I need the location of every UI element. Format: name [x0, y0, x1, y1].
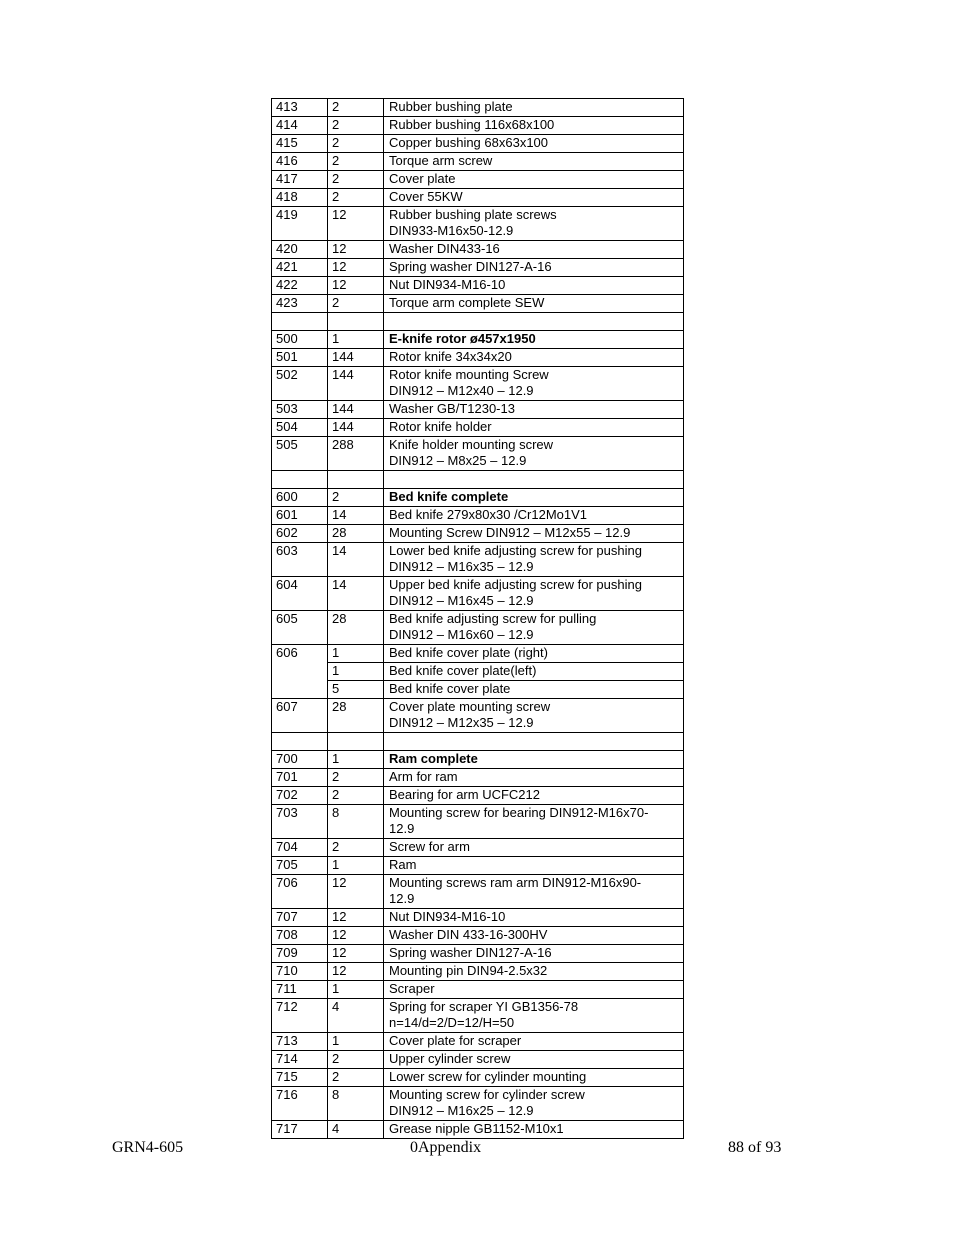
description-line: Washer GB/T1230-13: [389, 401, 515, 416]
description: [384, 525, 684, 543]
description-line: DIN912 – M12x35 – 12.9: [389, 715, 534, 730]
description-line: Cover plate: [389, 171, 456, 186]
table-row: [272, 999, 684, 1033]
description-line: Cover plate mounting screw: [389, 699, 551, 714]
item-number: 607: [272, 699, 328, 733]
item-number: 416: [272, 153, 328, 171]
description: [384, 117, 684, 135]
table-row: [272, 611, 684, 645]
footer-page-number: 88 of 93: [728, 1139, 782, 1156]
parts-table: [271, 98, 684, 1139]
quantity: 12: [328, 927, 384, 945]
description: [384, 577, 684, 611]
item-number: 418: [272, 189, 328, 207]
description: [384, 999, 684, 1033]
table-row: [272, 1069, 684, 1087]
description-line: Rotor knife mounting Screw: [389, 367, 549, 382]
table-row: [272, 189, 684, 207]
item-number: [272, 313, 328, 331]
table-row: [272, 769, 684, 787]
table-row: [272, 645, 684, 663]
footer-section: 0Appendix: [410, 1139, 482, 1156]
quantity: 5: [328, 681, 384, 699]
description-line: Copper bushing 68x63x100: [389, 135, 549, 150]
quantity: 2: [328, 171, 384, 189]
table-row: [272, 577, 684, 611]
quantity: 2: [328, 1051, 384, 1069]
table-row: [272, 681, 684, 699]
table-row: [272, 277, 684, 295]
description: [384, 839, 684, 857]
item-number: 503: [272, 401, 328, 419]
description: [384, 751, 684, 769]
table-row: [272, 927, 684, 945]
description-line: Washer DIN433-16: [389, 241, 500, 256]
quantity: 2: [328, 769, 384, 787]
quantity: 28: [328, 525, 384, 543]
quantity: 12: [328, 963, 384, 981]
description-line: Cover 55KW: [389, 189, 463, 204]
table-row: [272, 259, 684, 277]
table-row: [272, 733, 684, 751]
description-line: Mounting screws ram arm DIN912-M16x90-: [389, 875, 642, 890]
description: [384, 419, 684, 437]
description: [384, 1051, 684, 1069]
description: [384, 681, 684, 699]
description-line: Upper bed knife adjusting screw for pushing: [389, 577, 642, 592]
description: [384, 349, 684, 367]
item-number: 606: [272, 645, 328, 699]
description: [384, 699, 684, 733]
description: [384, 313, 684, 331]
description: [384, 507, 684, 525]
table-row: [272, 1121, 684, 1139]
description-line: Nut DIN934-M16-10: [389, 909, 506, 924]
description-line: Bed knife 279x80x30 /Cr12Mo1V1: [389, 507, 588, 522]
description-line: 12.9: [389, 821, 415, 836]
item-number: 505: [272, 437, 328, 471]
description: [384, 909, 684, 927]
table-row: [272, 857, 684, 875]
table-row: [272, 875, 684, 909]
table-row: [272, 313, 684, 331]
description-line: DIN933-M16x50-12.9: [389, 223, 514, 238]
description: [384, 857, 684, 875]
table-row: [272, 507, 684, 525]
item-number: [272, 733, 328, 751]
description: [384, 277, 684, 295]
description: [384, 927, 684, 945]
table-row: [272, 909, 684, 927]
parts-table-body: [272, 99, 684, 1139]
description-line: Arm for ram: [389, 769, 458, 784]
description-line: Cover plate for scraper: [389, 1033, 522, 1048]
quantity: [328, 313, 384, 331]
description-line: Nut DIN934-M16-10: [389, 277, 506, 292]
description: [384, 437, 684, 471]
item-number: 714: [272, 1051, 328, 1069]
quantity: 144: [328, 401, 384, 419]
table-row: [272, 401, 684, 419]
description-line: DIN912 – M12x40 – 12.9: [389, 383, 534, 398]
description: [384, 1121, 684, 1139]
description-line: Rubber bushing plate: [389, 99, 513, 114]
item-number: 602: [272, 525, 328, 543]
quantity: 2: [328, 117, 384, 135]
quantity: 2: [328, 787, 384, 805]
description-line: Grease nipple GB1152-M10x1: [389, 1121, 564, 1136]
description-line: Torque arm screw: [389, 153, 493, 168]
quantity: 1: [328, 751, 384, 769]
item-number: 501: [272, 349, 328, 367]
description: [384, 153, 684, 171]
item-number: 711: [272, 981, 328, 999]
description: [384, 367, 684, 401]
description-line: Mounting pin DIN94-2.5x32: [389, 963, 548, 978]
description-line: Bed knife complete: [389, 489, 509, 504]
description-line: Spring for scraper YI GB1356-78: [389, 999, 579, 1014]
item-number: 708: [272, 927, 328, 945]
table-row: [272, 437, 684, 471]
quantity: 14: [328, 507, 384, 525]
quantity: 2: [328, 1069, 384, 1087]
table-row: [272, 787, 684, 805]
description-line: Bearing for arm UCFC212: [389, 787, 540, 802]
table-row: [272, 945, 684, 963]
quantity: 12: [328, 207, 384, 241]
item-number: 604: [272, 577, 328, 611]
quantity: 14: [328, 543, 384, 577]
description-line: Spring washer DIN127-A-16: [389, 259, 552, 274]
table-row: [272, 1033, 684, 1051]
description-line: 12.9: [389, 891, 415, 906]
description: [384, 241, 684, 259]
quantity: 1: [328, 663, 384, 681]
item-number: 703: [272, 805, 328, 839]
quantity: 288: [328, 437, 384, 471]
description: [384, 1087, 684, 1121]
table-row: [272, 471, 684, 489]
description-line: Rotor knife holder: [389, 419, 492, 434]
table-row: [272, 525, 684, 543]
quantity: 28: [328, 611, 384, 645]
quantity: 2: [328, 189, 384, 207]
table-row: [272, 751, 684, 769]
description: [384, 1033, 684, 1051]
item-number: 419: [272, 207, 328, 241]
description: [384, 543, 684, 577]
item-number: 413: [272, 99, 328, 117]
table-row: [272, 805, 684, 839]
item-number: 717: [272, 1121, 328, 1139]
item-number: 605: [272, 611, 328, 645]
description-line: Bed knife cover plate(left): [389, 663, 537, 678]
description: [384, 189, 684, 207]
description-line: DIN912 – M16x35 – 12.9: [389, 559, 534, 574]
quantity: 1: [328, 981, 384, 999]
quantity: 8: [328, 1087, 384, 1121]
quantity: 4: [328, 1121, 384, 1139]
table-row: [272, 839, 684, 857]
description-line: Bed knife cover plate (right): [389, 645, 548, 660]
quantity: 144: [328, 349, 384, 367]
description: [384, 401, 684, 419]
quantity: 2: [328, 99, 384, 117]
table-row: [272, 981, 684, 999]
description-line: DIN912 – M8x25 – 12.9: [389, 453, 527, 468]
table-row: [272, 367, 684, 401]
description: [384, 295, 684, 313]
table-row: [272, 135, 684, 153]
quantity: 4: [328, 999, 384, 1033]
description-line: DIN912 – M16x45 – 12.9: [389, 593, 534, 608]
item-number: 705: [272, 857, 328, 875]
quantity: 2: [328, 489, 384, 507]
table-row: [272, 349, 684, 367]
description: [384, 733, 684, 751]
table-row: [272, 153, 684, 171]
table-row: [272, 489, 684, 507]
item-number: 710: [272, 963, 328, 981]
table-row: [272, 241, 684, 259]
table-row: [272, 295, 684, 313]
description-line: Rubber bushing 116x68x100: [389, 117, 555, 132]
description: [384, 805, 684, 839]
quantity: [328, 471, 384, 489]
description-line: Bed knife cover plate: [389, 681, 511, 696]
description: [384, 945, 684, 963]
quantity: 12: [328, 277, 384, 295]
description-line: Scraper: [389, 981, 435, 996]
item-number: 707: [272, 909, 328, 927]
item-number: 421: [272, 259, 328, 277]
description: [384, 963, 684, 981]
quantity: 1: [328, 645, 384, 663]
description: [384, 875, 684, 909]
quantity: 28: [328, 699, 384, 733]
quantity: 144: [328, 367, 384, 401]
item-number: 702: [272, 787, 328, 805]
item-number: 715: [272, 1069, 328, 1087]
description-line: Ram complete: [389, 751, 478, 766]
quantity: 144: [328, 419, 384, 437]
item-number: [272, 471, 328, 489]
table-row: [272, 663, 684, 681]
item-number: 700: [272, 751, 328, 769]
table-row: [272, 543, 684, 577]
table-row: [272, 99, 684, 117]
description-line: Knife holder mounting screw: [389, 437, 554, 452]
table-row: [272, 207, 684, 241]
item-number: 706: [272, 875, 328, 909]
description: [384, 171, 684, 189]
item-number: 415: [272, 135, 328, 153]
quantity: 12: [328, 909, 384, 927]
table-row: [272, 1051, 684, 1069]
item-number: 414: [272, 117, 328, 135]
quantity: 12: [328, 875, 384, 909]
description-line: Rubber bushing plate screws: [389, 207, 557, 222]
quantity: 12: [328, 259, 384, 277]
description: [384, 471, 684, 489]
description-line: Torque arm complete SEW: [389, 295, 545, 310]
description: [384, 331, 684, 349]
description-line: Ram: [389, 857, 417, 872]
table-row: [272, 117, 684, 135]
quantity: 1: [328, 1033, 384, 1051]
description: [384, 1069, 684, 1087]
table-row: [272, 331, 684, 349]
table-row: [272, 699, 684, 733]
description-line: Upper cylinder screw: [389, 1051, 511, 1066]
item-number: 603: [272, 543, 328, 577]
description-line: n=14/d=2/D=12/H=50: [389, 1015, 515, 1030]
item-number: 601: [272, 507, 328, 525]
item-number: 417: [272, 171, 328, 189]
item-number: 502: [272, 367, 328, 401]
item-number: 500: [272, 331, 328, 349]
table-row: [272, 171, 684, 189]
description-line: DIN912 – M16x25 – 12.9: [389, 1103, 534, 1118]
description-line: Mounting Screw DIN912 – M12x55 – 12.9: [389, 525, 631, 540]
description: [384, 99, 684, 117]
description-line: Lower screw for cylinder mounting: [389, 1069, 587, 1084]
item-number: 422: [272, 277, 328, 295]
description: [384, 207, 684, 241]
quantity: 14: [328, 577, 384, 611]
item-number: 423: [272, 295, 328, 313]
item-number: 709: [272, 945, 328, 963]
description: [384, 981, 684, 999]
description-line: DIN912 – M16x60 – 12.9: [389, 627, 534, 642]
description: [384, 611, 684, 645]
description: [384, 663, 684, 681]
quantity: [328, 733, 384, 751]
table-row: [272, 963, 684, 981]
quantity: 12: [328, 945, 384, 963]
description-line: E-knife rotor ø457x1950: [389, 331, 536, 346]
description: [384, 135, 684, 153]
item-number: 600: [272, 489, 328, 507]
description: [384, 787, 684, 805]
quantity: 2: [328, 153, 384, 171]
quantity: 1: [328, 857, 384, 875]
table-row: [272, 419, 684, 437]
quantity: 2: [328, 839, 384, 857]
item-number: 701: [272, 769, 328, 787]
item-number: 704: [272, 839, 328, 857]
quantity: 2: [328, 295, 384, 313]
quantity: 12: [328, 241, 384, 259]
description: [384, 645, 684, 663]
description: [384, 259, 684, 277]
description: [384, 489, 684, 507]
description-line: Bed knife adjusting screw for pulling: [389, 611, 597, 626]
description-line: Rotor knife 34x34x20: [389, 349, 512, 364]
quantity: 1: [328, 331, 384, 349]
description-line: Mounting screw for bearing DIN912-M16x70-: [389, 805, 649, 820]
quantity: 8: [328, 805, 384, 839]
table-row: [272, 1087, 684, 1121]
quantity: 2: [328, 135, 384, 153]
description-line: Screw for arm: [389, 839, 470, 854]
item-number: 712: [272, 999, 328, 1033]
item-number: 713: [272, 1033, 328, 1051]
item-number: 420: [272, 241, 328, 259]
description-line: Washer DIN 433-16-300HV: [389, 927, 548, 942]
description-line: Lower bed knife adjusting screw for pushing: [389, 543, 642, 558]
description: [384, 769, 684, 787]
footer-document-id: GRN4-605: [112, 1139, 184, 1156]
description-line: Mounting screw for cylinder screw: [389, 1087, 585, 1102]
item-number: 504: [272, 419, 328, 437]
description-line: Spring washer DIN127-A-16: [389, 945, 552, 960]
item-number: 716: [272, 1087, 328, 1121]
